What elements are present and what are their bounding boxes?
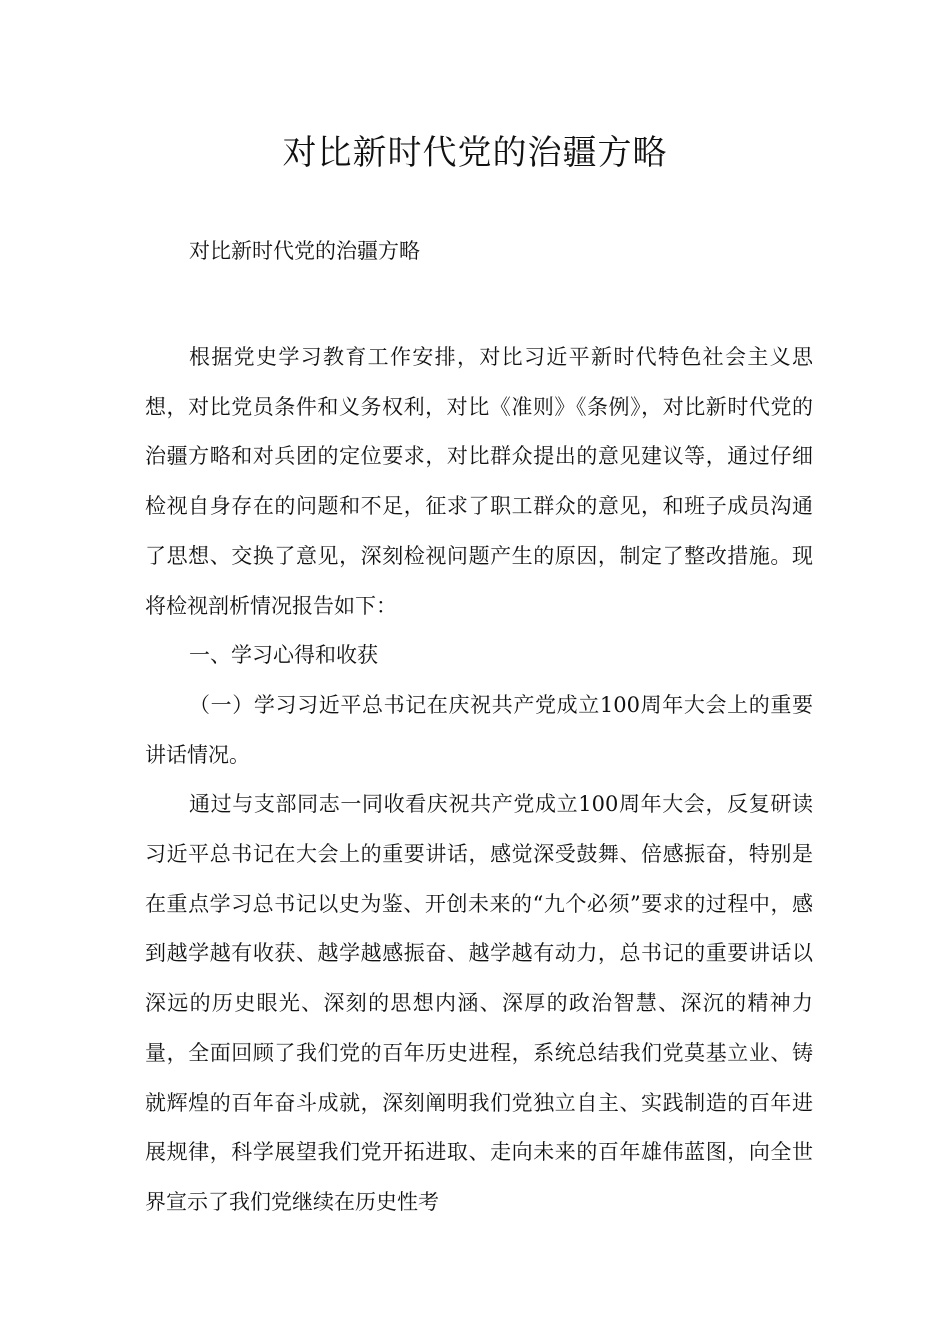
- document-subtitle: 对比新时代党的治疆方略: [189, 239, 420, 263]
- section-heading: 一、学习心得和收获: [189, 643, 378, 668]
- document-title: 对比新时代党的治疆方略: [282, 133, 668, 173]
- paragraph-intro: 根据党史学习教育工作安排，对比习近平新时代特色社会主义思想，对比党员条件和义务权利，对比《准则》《条例》，对比新时代党的治疆方略和对兵团的定位要求，对比群众提出的意见建议等，通过仔细检视自身存在的问题和不足，征求了职工群众的意见，和班子成员沟通了思想、交换了意见，深刻检视问题产生的原因，制定了整改措施。现将检视剖析情况报告如下：: [145, 345, 813, 618]
- paragraph-study-notes: 通过与支部同志一同收看庆祝共产党成立100周年大会，反复研读习近平总书记在大会上的重要讲话，感觉深受鼓舞、倍感振奋，特别是在重点学习总书记以史为鉴、开创未来的“九个必须”要求的过程中，感到越学越有收获、越学越感振奋、越学越有动力，总书记的重要讲话以深远的历史眼光、深刻的思想内涵、深厚的政治智慧、深沉的精神力量，全面回顾了我们党的百年历史进程，系统总结我们党莫基立业、铸就辉煌的百年奋斗成就，深刻阐明我们党独立自主、实践制造的百年进展规律，科学展望我们党开拓进取、走向未来的百年雄伟蓝图，向全世界宣示了我们党继续在历史性考: [145, 792, 813, 1214]
- subsection-heading: （一）学习习近平总书记在庆祝共产党成立100周年大会上的重要讲话情况。: [145, 692, 813, 767]
- document-body: [145, 333, 813, 1228]
